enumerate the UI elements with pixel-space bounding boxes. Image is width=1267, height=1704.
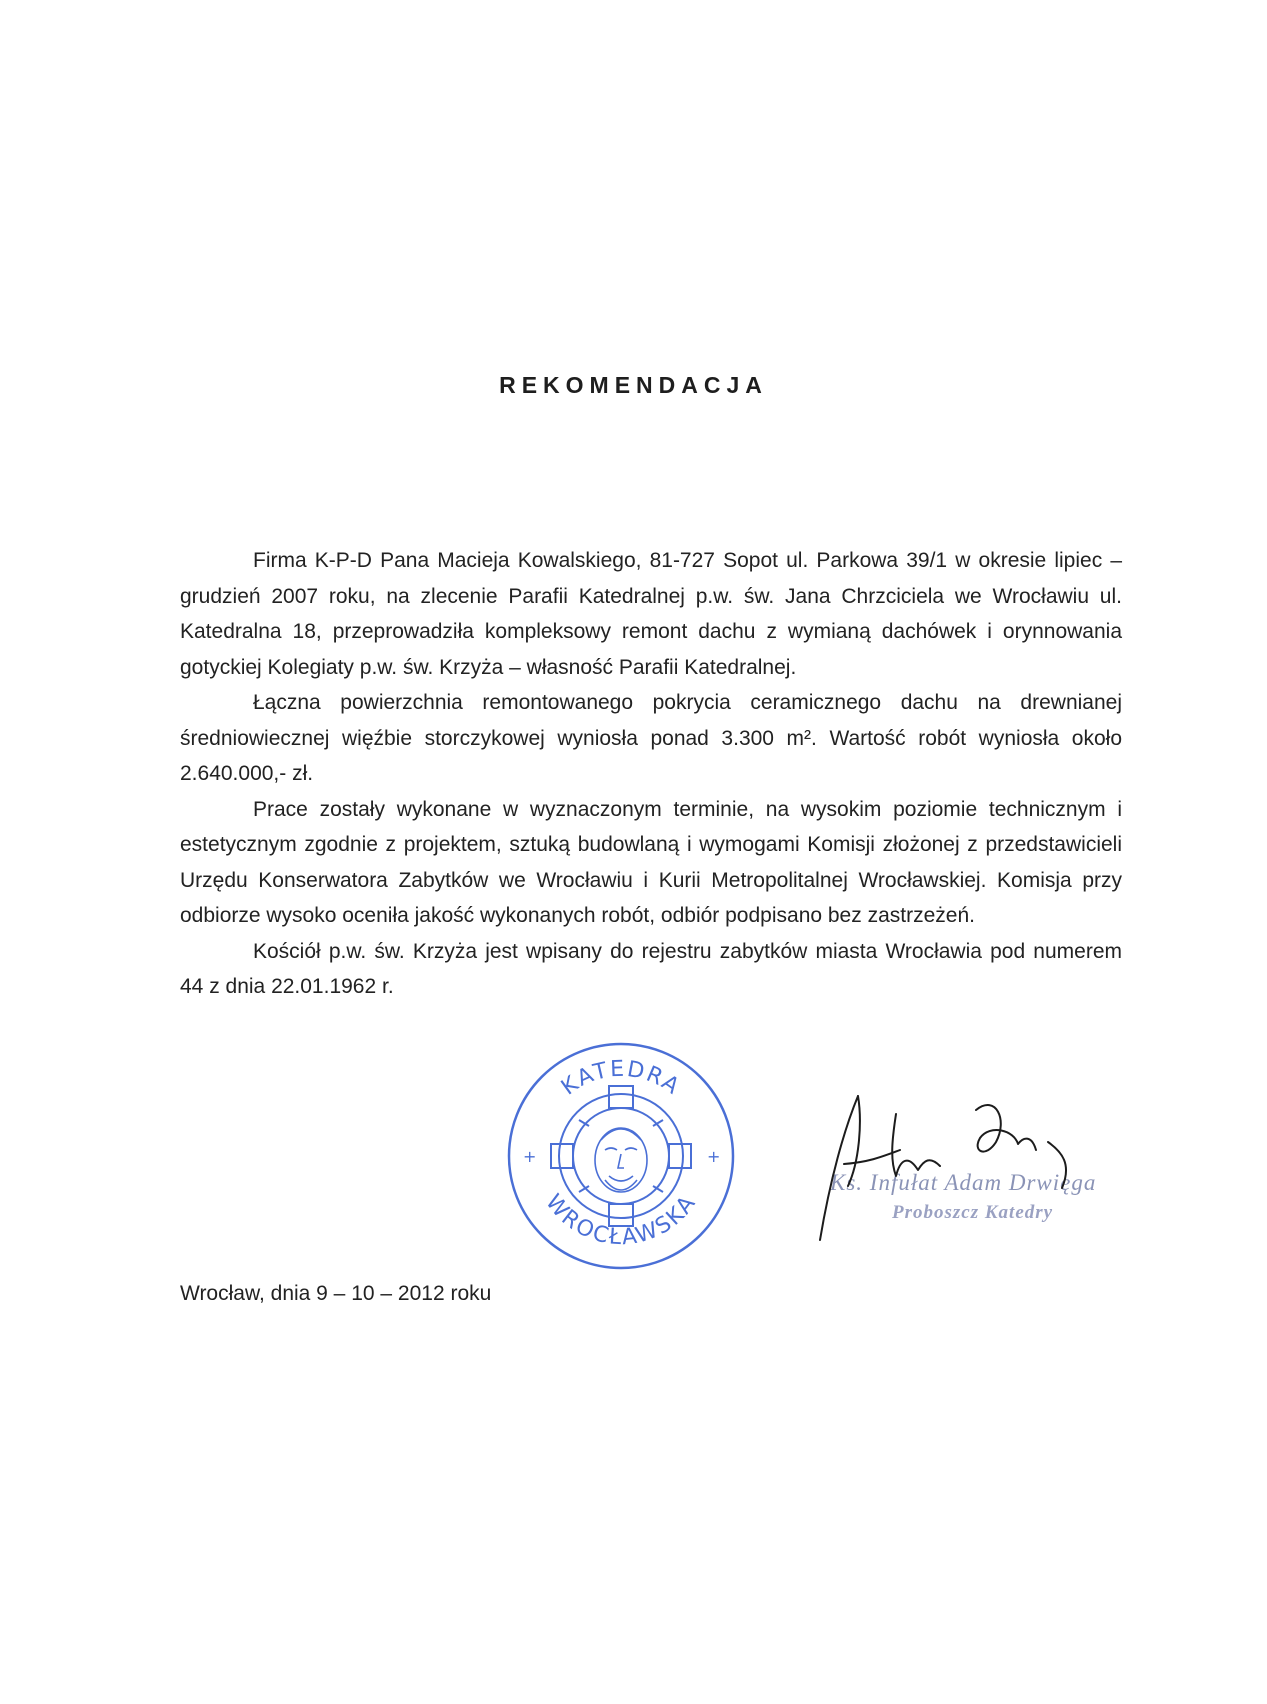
paragraph-4: Kościół p.w. św. Krzyża jest wpisany do rejestru zabytków miasta Wrocławia pod numerem 44 z dnia 22.01.1962 r. (180, 939, 1122, 998)
svg-text:+: + (523, 1147, 537, 1166)
paragraph-2: Łączna powierzchnia remontowanego pokrycia ceramicznego dachu na drewnianej średniowiecznej więźbie storczykowej wyniosła ponad 3.300 m². Wartość robót wyniosła około 2.640.000,- zł. (180, 691, 1122, 785)
stamp-bottom-text: WROCŁAWSKA (540, 1189, 702, 1251)
signature-block (800, 1090, 1150, 1260)
document-title: REKOMENDACJA (499, 372, 768, 398)
document-body (180, 543, 1122, 1005)
stamp-top-text: KATEDRA (556, 1056, 686, 1101)
paragraph-1: Firma K-P-D Pana Macieja Kowalskiego, 81-727 Sopot ul. Parkowa 39/1 w okresie lipiec – grudzień 2007 roku, na zlecenie Parafii Katedralnej p.w. św. Jana Chrzciciela we Wrocławiu ul. Katedralna 18, przeprowadziła kompleksowy remont dachu z wymianą dachówek i orynnowania gotyckiej Kolegiaty p.w. św. Krzyża – własność Parafii Katedralnej. (180, 549, 1122, 679)
svg-text:+: + (707, 1147, 721, 1166)
parish-stamp (505, 1040, 737, 1272)
paragraph-3: Prace zostały wykonane w wyznaczonym terminie, na wysokim poziomie technicznym i estetycznym zgodnie z projektem, sztuką budowlaną i wymogami Komisji złożonej z przedstawicieli Urzędu Konserwatora Zabytków we Wrocławiu i Kurii Metropolitalnej Wrocławskiej. Komisja przy odbiorze wysoko oceniła jakość wykonanych robót, odbiór podpisano bez zastrzeżeń. (180, 797, 1122, 927)
place-and-date: Wrocław, dnia 9 – 10 – 2012 roku (180, 1282, 492, 1305)
handwritten-signature (800, 1090, 1150, 1260)
signatory-role: Proboszcz Katedry (892, 1202, 1054, 1223)
signatory-name: Ks. Infułat Adam Drwięga (830, 1170, 1097, 1195)
stamp-graphic (505, 1040, 737, 1272)
